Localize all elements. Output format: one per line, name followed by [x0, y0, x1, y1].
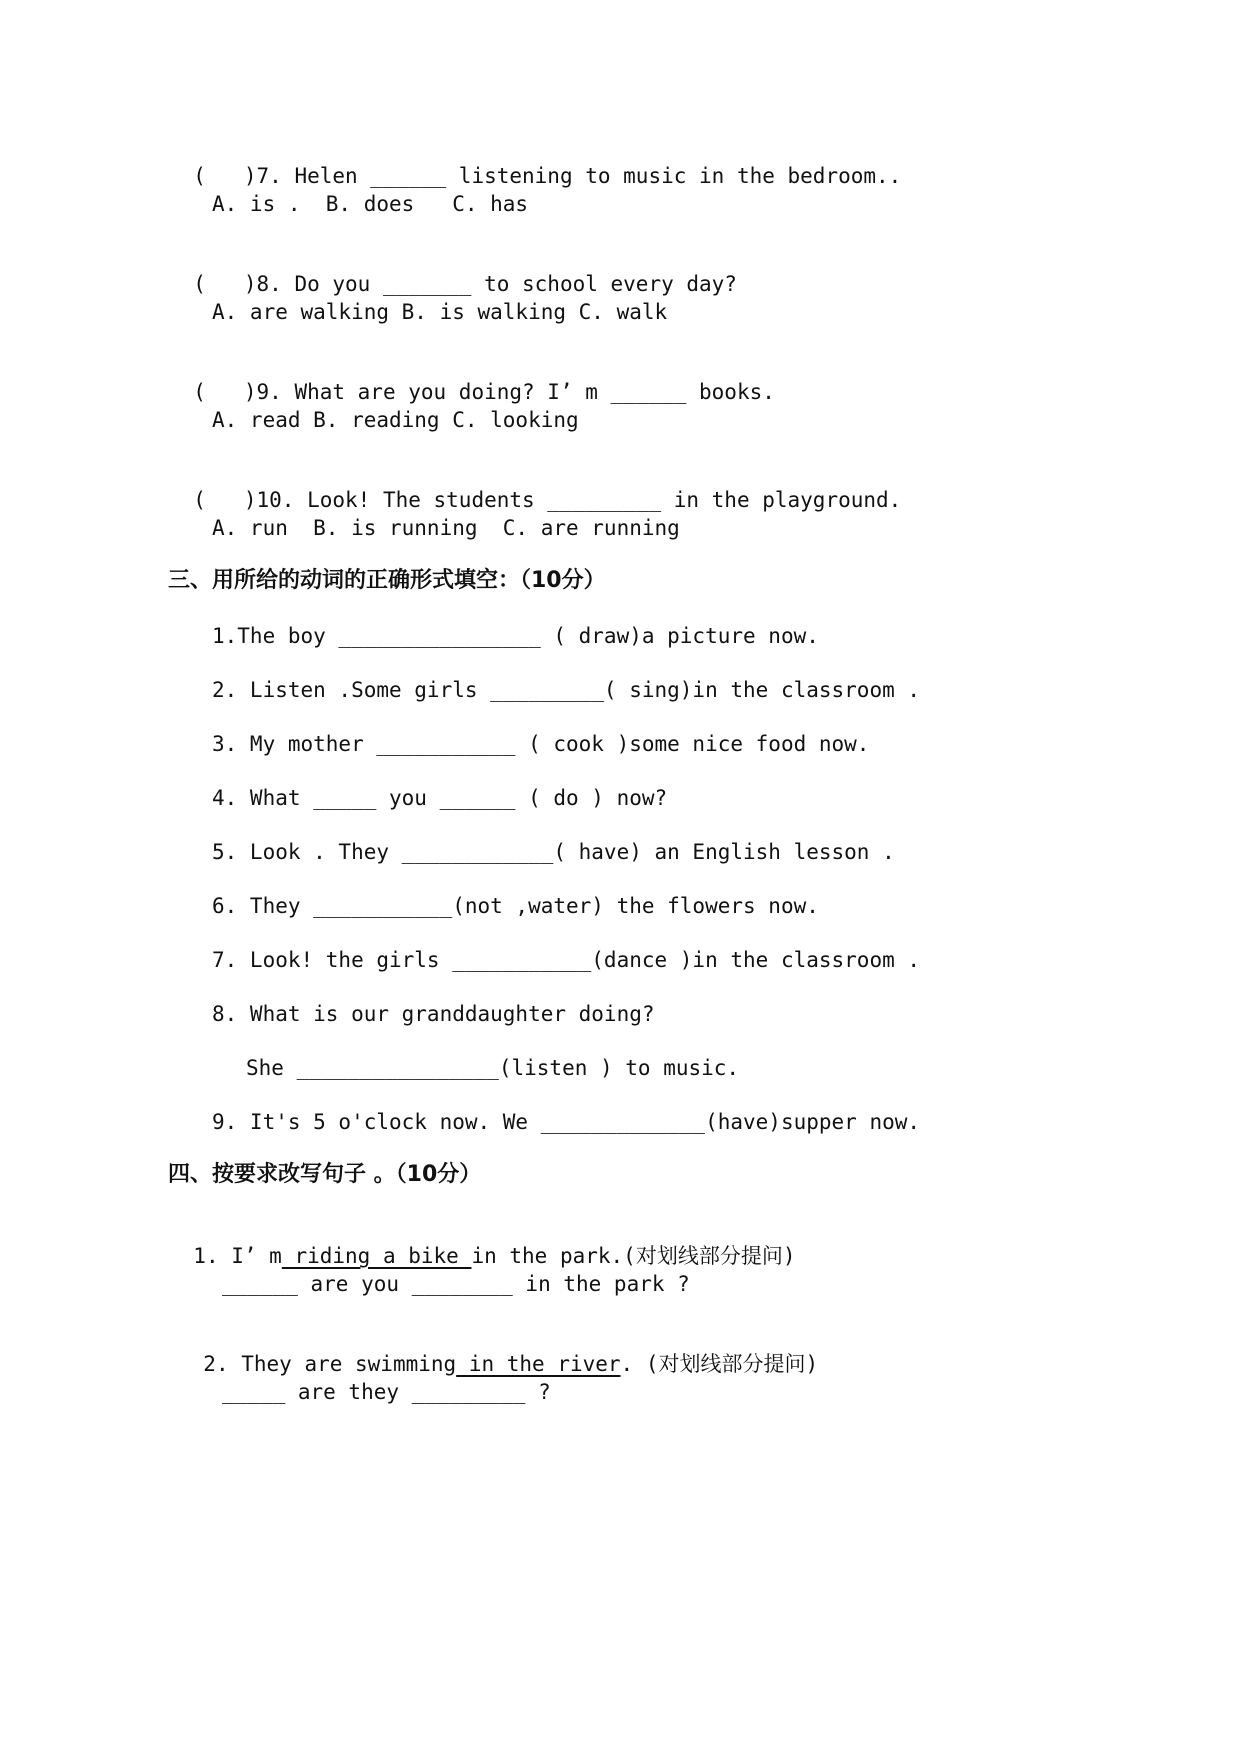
fill-item-3[interactable]: 3. My mother ___________ ( cook )some nice food now. [212, 732, 870, 756]
mc-question-8 [168, 245, 737, 297]
question-stem: 10. Look! The students _________ in the playground. [256, 488, 902, 512]
fill-item-1[interactable]: 1.The boy ________________ ( draw)a picture now. [212, 624, 819, 648]
answer-bracket[interactable]: ( ) [193, 272, 257, 296]
mc-options-10: A. run B. is running C. are running [212, 516, 680, 540]
question-stem: 9. What are you doing? I’ m ______ books. [256, 380, 775, 404]
rewrite-answer-1[interactable]: ______ are you ________ in the park ? [222, 1272, 690, 1296]
fill-item-4[interactable]: 4. What _____ you ______ ( do ) now? [212, 786, 668, 810]
rewrite-answer-2[interactable]: _____ are they _________ ? [222, 1380, 551, 1404]
sentence-end: in the park.(对划线部分提问) [471, 1244, 796, 1268]
answer-bracket[interactable]: ( ) [193, 380, 257, 404]
fill-item-9[interactable]: 9. It's 5 o'clock now. We _____________(have)supper now. [212, 1110, 921, 1134]
underlined-phrase: riding a bike [281, 1244, 472, 1268]
question-stem: 7. Helen ______ listening to music in the bedroom.. [256, 164, 902, 188]
question-stem: 8. Do you _______ to school every day? [256, 272, 737, 296]
mc-question-9 [168, 353, 775, 405]
mc-options-7: A. is . B. does C. has [212, 192, 529, 216]
fill-item-5[interactable]: 5. Look . They ____________( have) an English lesson . [212, 840, 895, 864]
mc-options-9: A. read B. reading C. looking [212, 408, 579, 432]
mc-question-7 [168, 137, 901, 189]
fill-item-7[interactable]: 7. Look! the girls ___________(dance )in the classroom . [212, 948, 921, 972]
fill-item-6[interactable]: 6. They ___________(not ,water) the flowers now. [212, 894, 819, 918]
answer-bracket[interactable]: ( ) [193, 488, 257, 512]
fill-item-2[interactable]: 2. Listen .Some girls _________( sing)in the classroom . [212, 678, 921, 702]
mc-question-10 [168, 461, 901, 513]
fill-item-8-answer[interactable]: She ________________(listen ) to music. [246, 1056, 740, 1080]
sentence-start: 2. They are swimming [203, 1352, 457, 1376]
section-4-heading: 四、按要求改写句子 。（10分） [168, 1162, 482, 1187]
rewrite-question-1 [168, 1217, 795, 1269]
answer-bracket[interactable]: ( ) [193, 164, 257, 188]
underlined-phrase: in the river [456, 1352, 621, 1376]
mc-options-8: A. are walking B. is walking C. walk [212, 300, 668, 324]
sentence-end: . (对划线部分提问) [620, 1352, 819, 1376]
section-3-heading: 三、用所给的动词的正确形式填空：（10分） [168, 568, 606, 593]
sentence-start: 1. I’ m [193, 1244, 282, 1268]
rewrite-question-2 [178, 1325, 818, 1377]
fill-item-8-question: 8. What is our granddaughter doing? [212, 1002, 655, 1026]
